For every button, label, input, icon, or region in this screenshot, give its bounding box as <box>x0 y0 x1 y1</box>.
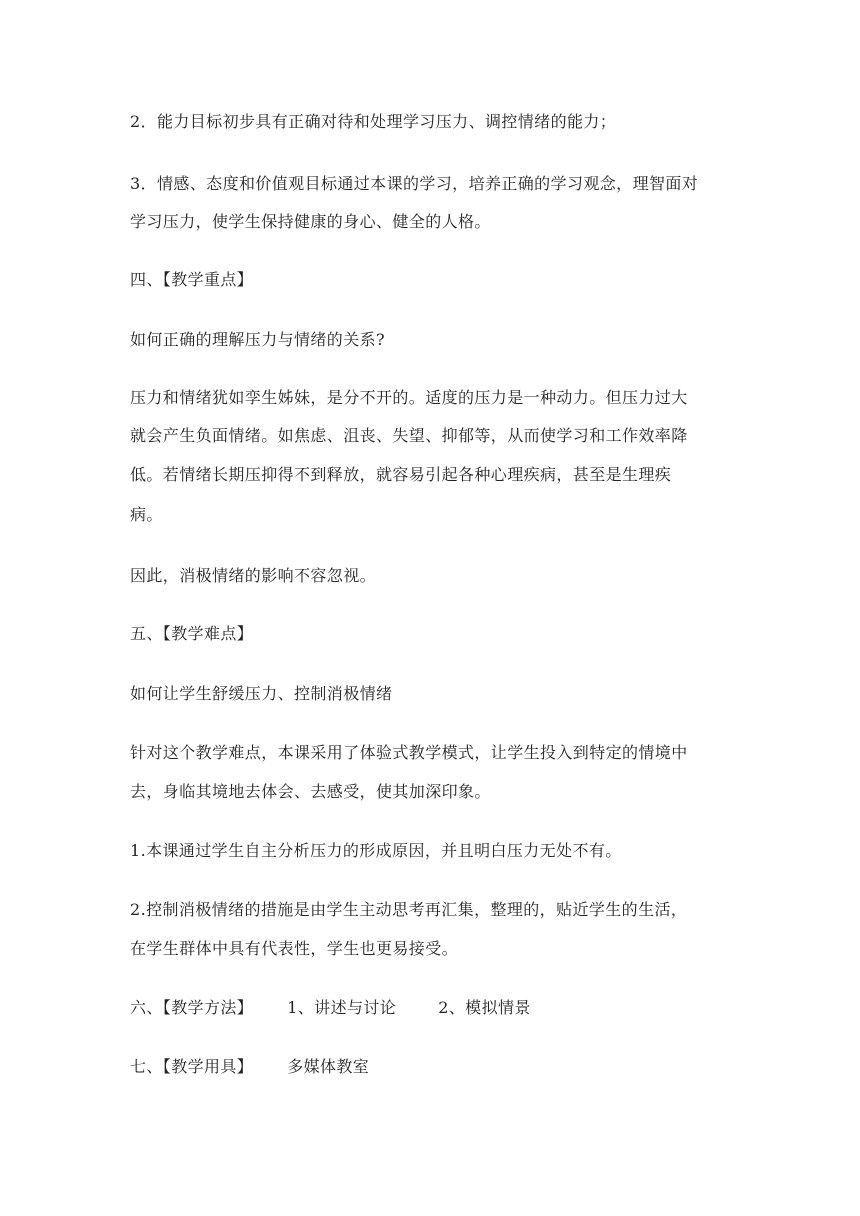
section4-paragraph-line2: 就会产生负面情绪。如焦虑、沮丧、失望、抑郁等，从而使学习和工作效率降 <box>130 426 688 445</box>
goal-emotion-text-line1: 3．情感、态度和价值观目标通过本课的学习，培养正确的学习观念，理智面对 <box>130 174 699 193</box>
section6-heading: 六、【教学方法】 <box>130 998 254 1017</box>
section5-item-2-line1: 2.控制消极情绪的措施是由学生主动思考再汇集，整理的，贴近学生的生活， <box>130 900 688 919</box>
section4-question: 如何正确的理解压力与情绪的关系? <box>130 330 385 349</box>
section4-conclusion: 因此，消极情绪的影响不容忽视。 <box>130 566 377 585</box>
section4-paragraph-line4: 病。 <box>130 505 163 524</box>
goal-ability-text: 2．能力目标初步具有正确对待和处理学习压力、调控情绪的能力； <box>130 112 617 131</box>
section5-paragraph-line2: 去，身临其境地去体会、去感受，使其加深印象。 <box>130 782 491 801</box>
goal-emotion-text-line2: 学习压力，使学生保持健康的身心、健全的人格。 <box>130 212 491 231</box>
section4-heading: 四、【教学重点】 <box>130 270 254 289</box>
section5-paragraph-line1: 针对这个教学难点，本课采用了体验式教学模式，让学生投入到特定的情境中 <box>130 743 688 762</box>
section6-row <box>130 998 531 1018</box>
section6-method-1: 1、讲述与讨论 <box>287 998 397 1017</box>
section7-heading: 七、【教学用具】 <box>130 1057 254 1076</box>
section4-paragraph-line3: 低。若情绪长期压抑得不到释放，就容易引起各种心理疾病，甚至是生理疾 <box>130 465 672 484</box>
section5-item-2-line2: 在学生群体中具有代表性，学生也更易接受。 <box>130 939 459 958</box>
section7-row <box>130 1057 369 1077</box>
section7-tool: 多媒体教室 <box>287 1057 370 1076</box>
section6-method-2: 2、模拟情景 <box>438 998 531 1017</box>
section4-paragraph-line1: 压力和情绪犹如孪生姊妹，是分不开的。适度的压力是一种动力。但压力过大 <box>130 388 688 407</box>
section5-question: 如何让学生舒缓压力、控制消极情绪 <box>130 684 393 703</box>
section5-item-1: 1.本课通过学生自主分析压力的形成原因，并且明白压力无处不有。 <box>130 841 622 860</box>
section5-heading: 五、【教学难点】 <box>130 624 254 643</box>
